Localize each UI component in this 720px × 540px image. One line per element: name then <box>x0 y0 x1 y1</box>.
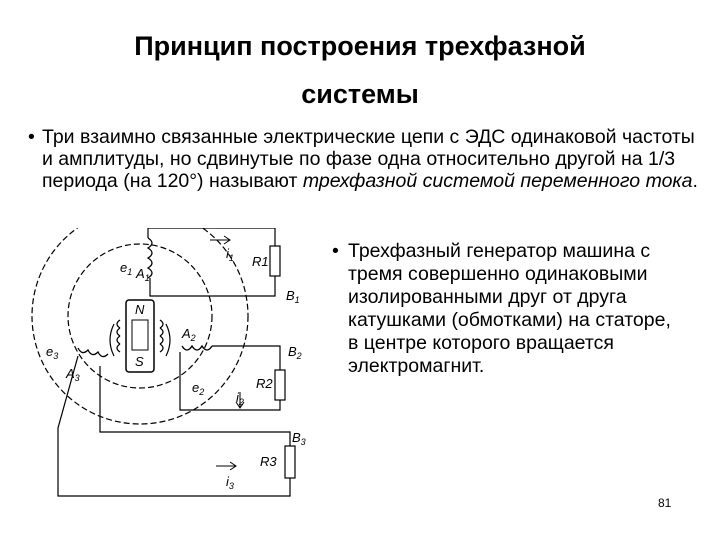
a3-sub: 3 <box>74 373 80 383</box>
svg-text:e2 <box>192 380 204 397</box>
a1-label: A <box>136 266 145 281</box>
r2-label: R2 <box>256 376 273 391</box>
rotor-electromagnet <box>110 300 170 372</box>
svg-text:A1 <box>135 266 150 283</box>
pole-n-label: N <box>135 302 145 317</box>
e1-label: e <box>120 260 128 275</box>
definition-normal-text: Три взаимно связанные электрические цепи с ЭДС одинаковой частоты и амплитуды, но сдвинутые по фазе одна относительно другой на 1/3 периода (на 120°) называют <box>42 126 695 192</box>
a1-sub: 1 <box>144 273 150 283</box>
i1-label: i <box>226 246 229 261</box>
svg-text:i1 <box>226 246 234 263</box>
generator-text: Трехфазный генератор машина с тремя совершенно одинаковыми изолированными друг от друга катушками (обмотками) на статоре, в центре которого вращается электромагнит. <box>348 240 671 377</box>
svg-text:e3 <box>46 344 58 361</box>
title-line-1: Принцип построения трехфазной <box>134 31 586 61</box>
phase-2-circuit <box>180 326 302 410</box>
title-line-2: системы <box>301 79 419 109</box>
i2-label: i <box>236 390 239 405</box>
b2-label: B <box>288 344 297 359</box>
svg-text:B3 <box>292 430 306 447</box>
resistor-r3 <box>285 446 295 478</box>
b1-label: B <box>286 288 295 303</box>
page-number: 81 <box>658 496 672 510</box>
pole-s-label: S <box>135 354 144 369</box>
b2-sub: 2 <box>296 351 302 361</box>
svg-text:i3 <box>226 474 234 491</box>
svg-text:A3 <box>65 366 80 383</box>
i1-sub: 1 <box>228 253 234 263</box>
definition-text <box>42 126 702 192</box>
svg-text:A2 <box>181 326 196 343</box>
e2-sub: 2 <box>199 387 205 397</box>
svg-text:B2 <box>288 344 302 361</box>
bullet-symbol: • <box>28 126 35 148</box>
generator-diagram <box>30 228 310 498</box>
phase-1-circuit <box>120 228 300 305</box>
a2-label: A <box>182 326 191 341</box>
bullet-symbol-2: • <box>332 240 339 262</box>
e3-label: e <box>46 344 54 359</box>
definition-end: . <box>692 170 698 192</box>
i3-sub: 3 <box>228 481 234 491</box>
e1-sub: 1 <box>127 267 133 277</box>
resistor-r1 <box>270 246 280 276</box>
r1-label: R1 <box>252 254 269 269</box>
svg-text:e1 <box>120 260 132 277</box>
phase-3-circuit <box>46 344 306 496</box>
b3-sub: 3 <box>300 437 306 447</box>
e2-label: e <box>192 380 200 395</box>
definition-emphasis: трехфазной системой переменного тока <box>302 170 693 192</box>
i3-label: i <box>226 474 229 489</box>
resistor-r2 <box>275 370 285 400</box>
a2-sub: 2 <box>190 333 196 343</box>
slide-title <box>0 22 720 118</box>
svg-text:B1 <box>286 288 300 305</box>
r3-label: R3 <box>260 454 277 469</box>
a3-label: A <box>66 366 75 381</box>
b3-label: B <box>292 430 301 445</box>
e3-sub: 3 <box>53 351 59 361</box>
b1-sub: 1 <box>294 295 300 305</box>
i2-sub: 2 <box>238 397 244 407</box>
